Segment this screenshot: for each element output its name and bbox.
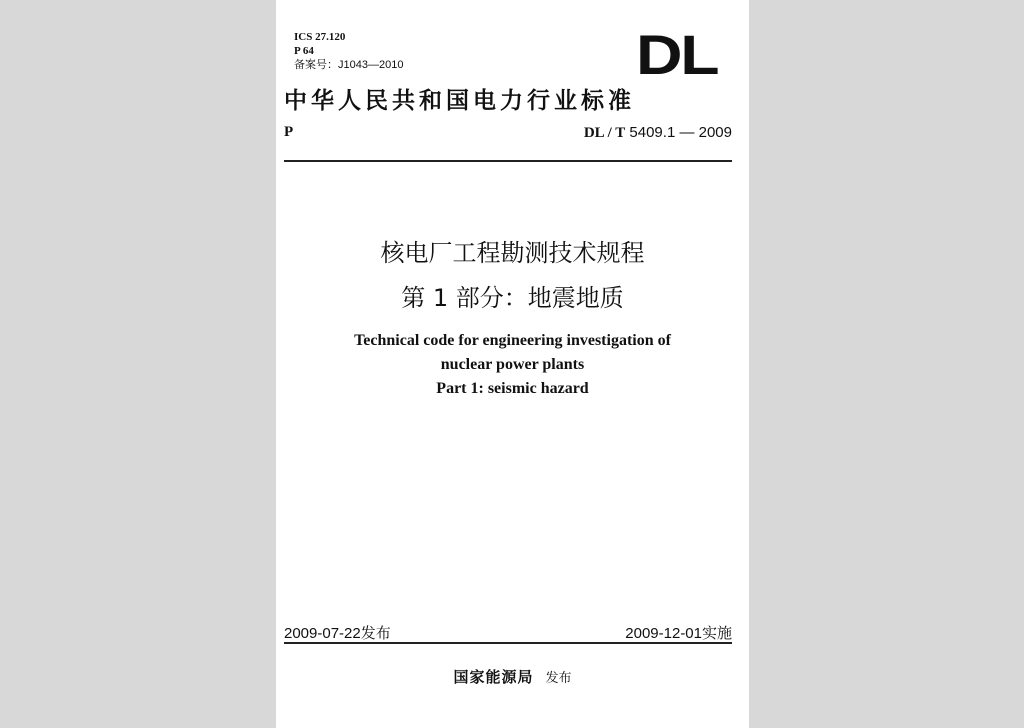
- issue-date: 2009-07-22发布: [284, 625, 391, 642]
- classification-block: [294, 30, 403, 72]
- standard-number-value: 5409.1 — 2009: [625, 124, 732, 141]
- filing-number: 备案号：J1043—2010: [294, 59, 404, 71]
- standard-prefix: DL / T: [583, 125, 626, 141]
- chinese-title-line-2: 第 1 部分：地震地质: [401, 284, 624, 312]
- bottom-divider: [284, 642, 732, 644]
- effective-date: 2009-12-01实施: [625, 625, 732, 642]
- dl-logo: DL: [636, 23, 718, 86]
- english-title-line-2: nuclear power plants: [440, 356, 585, 373]
- p-code: P 64: [294, 45, 314, 57]
- category-code: P: [284, 124, 294, 140]
- top-divider: [284, 160, 732, 162]
- publish-label: 发布: [545, 671, 572, 686]
- document-page: [276, 0, 749, 728]
- publisher-name: 国家能源局: [453, 668, 534, 686]
- chinese-title-line-1: 核电厂工程勘测技术规程: [380, 239, 645, 267]
- standard-number: [584, 124, 732, 142]
- ics-code: ICS 27.120: [294, 31, 346, 43]
- date-row: [284, 622, 732, 642]
- english-title-line-3: Part 1: seismic hazard: [436, 380, 589, 397]
- standard-body-title: 中华人民共和国电力行业标准: [284, 87, 635, 114]
- english-title-line-1: Technical code for engineering investigation of: [354, 332, 671, 349]
- standard-code-row: [284, 124, 732, 146]
- publisher-line: [276, 666, 749, 687]
